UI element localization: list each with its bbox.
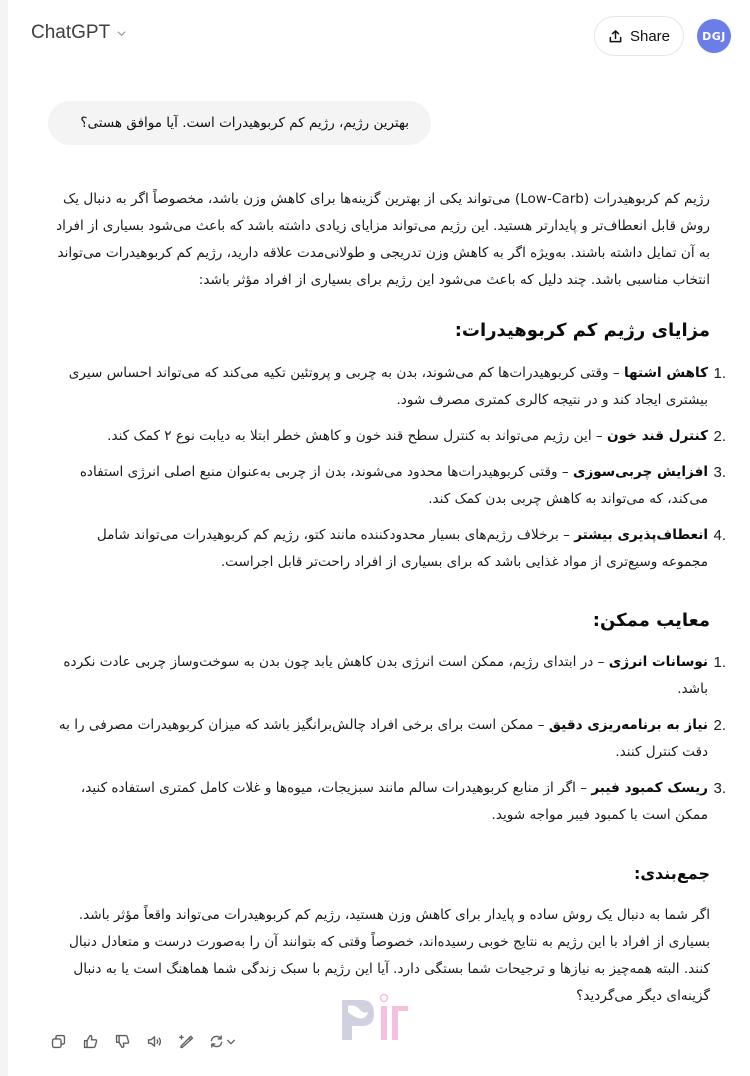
share-button[interactable] — [594, 16, 684, 56]
sidebar-edge — [0, 0, 8, 1076]
response-summary: اگر شما به دنبال یک روش ساده و پایدار برای کاهش وزن هستید، رژیم کم کربوهیدرات می‌تواند واقعاً مؤثر باشد. بسیاری از افراد با این رژیم به نتایج خوبی رسیده‌اند، خصوصاً وقتی که بتوانند آن را به‌صورت درست و متعادل دنبال کنند. البته همه‌چیز به نیازها و ترجیحات شما بستگی دارد. آیا این رژیم با سبک زندگی شما هماهنگ است یا به دنبال گزینه‌ای دیگر می‌گردید؟ — [69, 907, 710, 1004]
list-item: 1. کاهش اشتها – وقتی کربوهیدرات‌ها کم می‌شوند، بدن به چربی و پروتئین تکیه می‌کند که می‌تواند احساس سیری بیشتری ایجاد کند و در نتیجه کالری کمتری مصرف شود. — [68, 365, 726, 408]
user-avatar[interactable]: DGJ — [697, 19, 731, 53]
list-item: 2. نیاز به برنامه‌ریزی دقیق – ممکن است برای برخی افراد چالش‌برانگیز باشد که میزان کربوهیدرات مصرفی را به دقت کنترل کنند. — [58, 717, 726, 760]
regenerate-button[interactable] — [208, 1031, 240, 1052]
response-intro: رژیم کم کربوهیدرات (Low-Carb) می‌تواند یکی از بهترین گزینه‌ها برای کاهش وزن باشد، مخصوصاً اگر به دنبال یک روش قابل انعطاف‌تر و پایدارتر هستید. این رژیم می‌تواند مزایای زیادی داشته باشد که باعث می‌شود بسیاری از افراد به آن تمایل داشته باشند. به‌ویژه اگر به کاهش وزن تدریجی و طولانی‌مدت علاقه دارید، رژیم کم کربوهیدرات می‌تواند انتخاب مناسبی باشد. چند دلیل که باعث می‌شود این رژیم برای بسیاری از افراد مؤثر باشد: — [56, 191, 710, 288]
list-item: 3. ریسک کمبود فیبر – اگر از منابع کربوهیدرات سالم مانند سبزیجات، میوه‌ها و غلات کامل کمتری استفاده کنید، ممکن است با کمبود فیبر مواجه شوید. — [80, 780, 726, 823]
list-item: 2. کنترل قند خون – این رژیم می‌تواند به کنترل سطح قند خون و کاهش خطر ابتلا به دیابت نوع ۲ کمک کند. — [107, 428, 726, 445]
list-item: 3. افزایش چربی‌سوزی – وقتی کربوهیدرات‌ها محدود می‌شوند، بدن از چربی به‌عنوان منبع اصلی انرژی استفاده می‌کند، که می‌تواند به کاهش چربی بدن کمک کند. — [79, 464, 726, 507]
copy-button[interactable] — [48, 1031, 69, 1052]
chevron-down-icon — [226, 1037, 236, 1047]
thumbs-up-icon — [82, 1033, 99, 1050]
share-icon — [608, 29, 623, 44]
benefits-heading: مزایای رژیم کم کربوهیدرات: — [454, 320, 710, 341]
drawbacks-list — [50, 649, 726, 838]
model-selector[interactable] — [31, 22, 127, 44]
chevron-down-icon — [116, 28, 127, 39]
regenerate-icon — [208, 1033, 225, 1050]
bad-response-button[interactable] — [112, 1031, 133, 1052]
list-item: 1. نوسانات انرژی – در ابتدای رژیم، ممکن است انرژی بدن کاهش یابد چون بدن به سوخت‌وساز چربی عادت نکرده باشد. — [63, 654, 726, 697]
watermark-logo-icon — [338, 992, 413, 1042]
summary-heading: جمع‌بندی: — [633, 864, 710, 883]
top-bar — [0, 0, 750, 72]
message-actions — [48, 1031, 240, 1052]
model-name: ChatGPT — [31, 22, 111, 43]
user-message: بهترین رژیم، رژیم کم کربوهیدرات است. آیا موافق هستی؟ — [48, 101, 431, 145]
share-label: Share — [629, 27, 671, 45]
read-aloud-button[interactable] — [144, 1031, 165, 1052]
list-item: 4. انعطاف‌پذیری بیشتر – برخلاف رژیم‌های بسیار محدودکننده مانند کتو، رژیم کم کربوهیدرات می‌تواند شامل مجموعه وسیع‌تری از مواد غذایی باشد که برای بسیاری از افراد راحت‌تر قابل اجراست. — [96, 527, 726, 570]
good-response-button[interactable] — [80, 1031, 101, 1052]
edit-in-canvas-button[interactable] — [176, 1031, 197, 1052]
copy-icon — [50, 1033, 67, 1050]
read-aloud-icon — [146, 1033, 163, 1050]
benefits-list — [50, 360, 726, 585]
edit-canvas-icon — [178, 1033, 195, 1050]
drawbacks-heading: معایب ممکن: — [592, 610, 710, 631]
thumbs-down-icon — [114, 1033, 131, 1050]
